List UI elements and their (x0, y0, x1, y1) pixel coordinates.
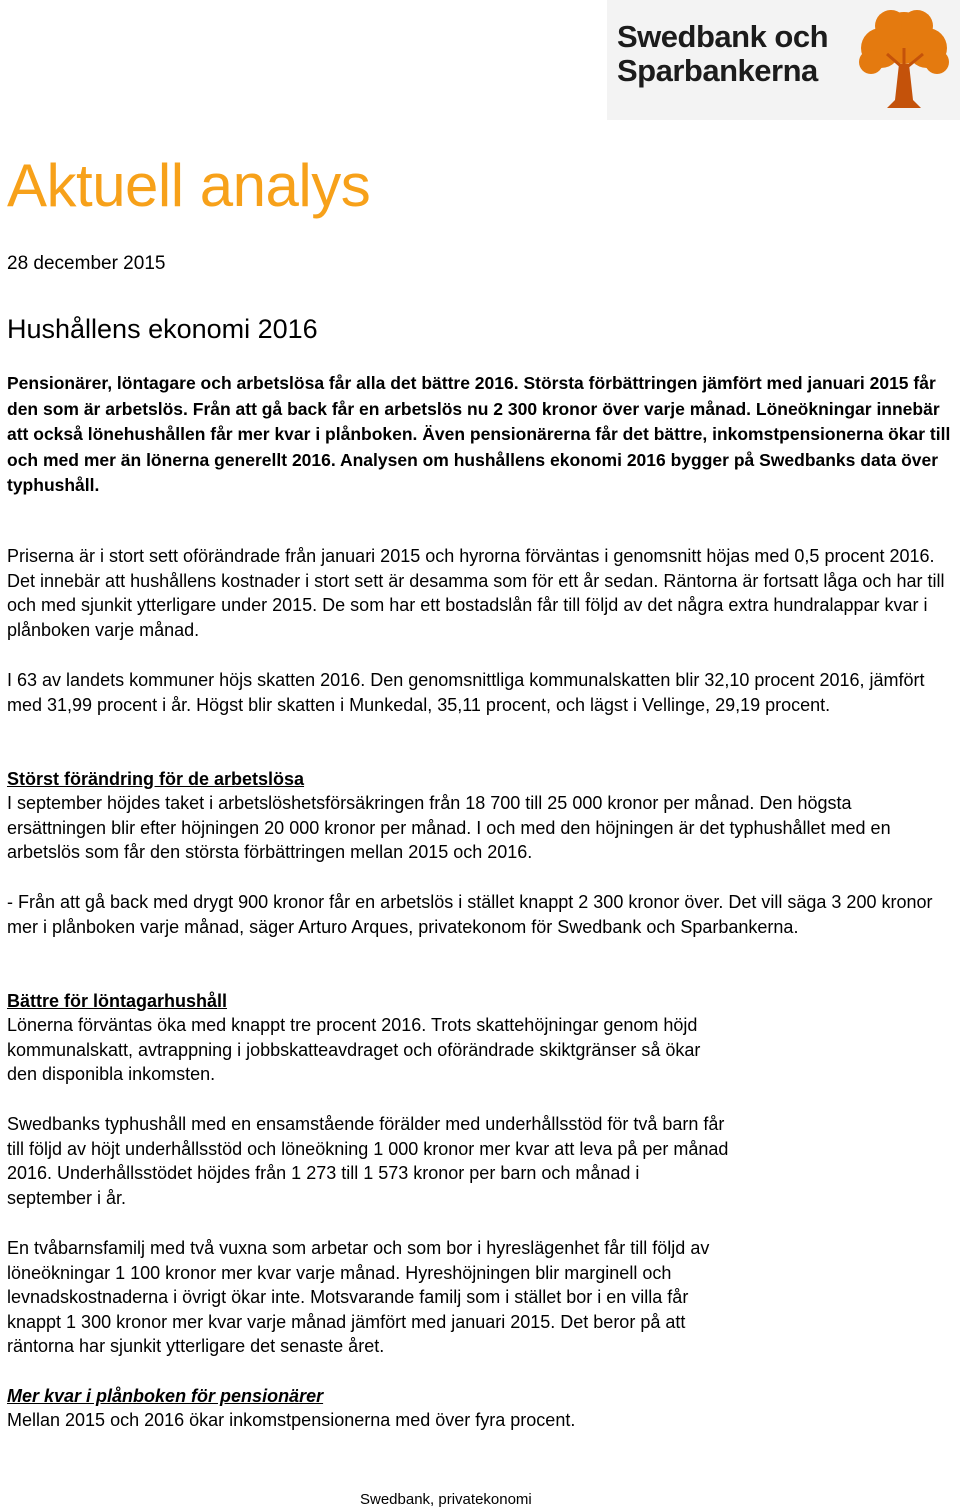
logo-line-1: Swedbank och (617, 19, 829, 54)
section-heading-wage-earners: Bättre för löntagarhushåll (7, 991, 228, 1011)
text-line: kommunalskatt, avtrappning i jobbskatteavdraget och oförändrade skiktgränser så ökar (7, 1039, 701, 1060)
text-line: september i år. (7, 1187, 127, 1208)
paragraph-single-parent (7, 1112, 955, 1210)
paragraph-quote: - Från att gå back med drygt 900 kronor får en arbetslös i stället knappt 2 300 kronor över. Det vill säga 3 200 kronor mer i plånboken varje månad, säger Arturo Arques, privatekonom för Swedbank och Sparbankerna. (7, 892, 933, 937)
text-line: den disponibla inkomsten. (7, 1064, 216, 1084)
paragraph-two-child-family (7, 1236, 955, 1359)
lead-paragraph: Pensionärer, löntagare och arbetslösa får alla det bättre 2016. Största förbättringen jämfört med januari 2015 får den som är arbetslös. Från att gå back får en arbetslös nu 2 300 kronor över varje månad. Löneökningar innebär att också lönehushållen får mer kvar i plånboken. Även pensionärerna får det bättre, inkomstpensionerna ökar till och med mer än lönerna generellt 2016. Analysen om hushållens ekonomi 2016 bygger på Swedbanks data över typhushåll. (7, 373, 951, 495)
paragraph-wage-earners (7, 1013, 955, 1087)
article-headline: Hushållens ekonomi 2016 (7, 314, 318, 344)
text-line: Swedbanks typhushåll med en ensamstående förälder med underhållsstöd för två barn får (7, 1114, 725, 1134)
text-line: knappt 1 300 kronor mer kvar varje månad jämfört med januari 2015. Det beror på att (7, 1311, 686, 1332)
text-line: räntorna har sjunkit ytterligare det senaste året. (7, 1336, 385, 1356)
page-footer: Swedbank, privatekonomi (360, 1491, 532, 1508)
paragraph-unemployed: I september höjdes taket i arbetslöshetsförsäkringen från 18 700 till 25 000 kronor per månad. Den högsta ersättningen blir efter höjningen 20 000 kronor per månad. I och med den höjningen är det typhushållet med en arbetslös som får den största förbättringen mellan 2015 och 2016. (7, 793, 891, 862)
page-title: Aktuell analys (7, 152, 371, 219)
paragraph-pensioners: Mellan 2015 och 2016 ökar inkomstpensionerna med över fyra procent. (7, 1410, 576, 1430)
paragraph-taxes: I 63 av landets kommuner höjs skatten 2016. Den genomsnittliga kommunalskatten blir 32,10 procent 2016, jämfört med 31,99 procent i år. Högst blir skatten i Munkedal, 35,11 procent, och lägst i Vellinge, 29,19 procent. (7, 670, 925, 715)
oak-tree-icon (857, 8, 952, 112)
logo-wordmark (617, 20, 828, 88)
section-heading-pensioners: Mer kvar i plånboken för pensionärer (7, 1386, 324, 1406)
text-line: löneökningar 1 100 kronor mer kvar varje månad. Hyreshöjningen blir marginell och (7, 1262, 672, 1283)
text-line: 2016. Underhållsstödet höjdes från 1 273 till 1 573 kronor per barn och månad i (7, 1163, 640, 1183)
logo-line-2: Sparbankerna (617, 53, 818, 88)
brand-logo (607, 0, 960, 120)
text-line: En tvåbarnsfamilj med två vuxna som arbetar och som bor i hyreslägenhet får till följd av (7, 1238, 710, 1258)
section-heading-unemployed: Störst förändring för de arbetslösa (7, 769, 305, 789)
text-line: Lönerna förväntas öka med knappt tre procent 2016. Trots skattehöjningar genom höjd (7, 1015, 698, 1035)
paragraph-prices: Priserna är i stort sett oförändrade från januari 2015 och hyrorna förväntas i genomsnitt höjas med 0,5 procent 2016. Det innebär att hushållens kostnader i stort sett är desamma som för ett år sedan. Räntorna är fortsatt låga och har till och med sjunkit ytterligare under 2015. De som har ett bostadslån får till följd av det några extra hundralappar kvar i plånboken varje månad. (7, 546, 945, 640)
publish-date: 28 december 2015 (7, 253, 166, 274)
text-line: till följd av höjt underhållsstöd och löneökning 1 000 kronor mer kvar att leva på per månad (7, 1138, 729, 1159)
text-line: levnadskostnaderna i övrigt ökar inte. Motsvarande familj som i stället bor i en villa får (7, 1287, 689, 1307)
